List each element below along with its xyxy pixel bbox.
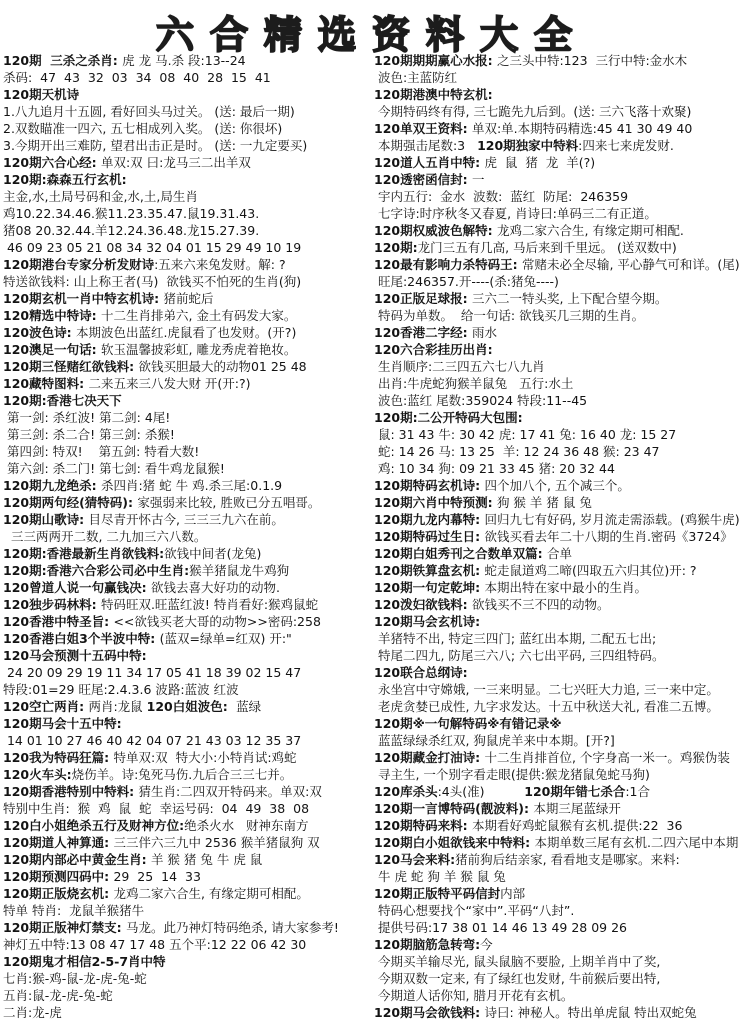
line-label: 120期特码过生日:: [374, 529, 485, 544]
line-text: 目尽青开怀古今, 三三三九六在前。: [88, 512, 284, 527]
text-line: [374, 749, 742, 766]
text-line: [3, 460, 373, 477]
text-line: [3, 766, 373, 783]
text-line: [374, 409, 742, 426]
line-text: 旺尾:246357.开----(杀:猪兔----): [374, 274, 559, 289]
text-line: [374, 69, 742, 86]
text-line: [374, 579, 742, 596]
line-text: 杀码: 47 43 32 03 34 08 40 28 15 41: [3, 70, 271, 85]
text-line: [374, 358, 742, 375]
line-label: 120空亡两肖:: [3, 699, 89, 714]
line-text: 本期波色出蓝红.虎鼠看了也发财。(开?): [75, 325, 297, 340]
text-line: [3, 715, 373, 732]
text-line: [3, 545, 373, 562]
line-label: 120我为特码狂篇:: [3, 750, 114, 765]
text-line: [374, 494, 742, 511]
text-line: [3, 477, 373, 494]
line-label: 120期特码玄机诗:: [374, 478, 485, 493]
text-line: [3, 1004, 373, 1021]
line-text: 46 09 23 05 21 08 34 32 04 01 15 29 49 10 19: [3, 240, 302, 255]
line-text: 本期三尾蓝绿开: [533, 801, 621, 816]
line-text: 欲钱买胆最大的动物01 25 48: [138, 359, 307, 374]
line-text: 内部: [500, 886, 526, 901]
line-text: 欲钱买看去年二十八期的生肖.密码《3724》: [484, 529, 733, 544]
text-line: [374, 154, 742, 171]
line-label: 120期独家中特料: [477, 138, 579, 153]
line-text: 鼠: 31 43 牛: 30 42 虎: 17 41 兔: 16 40 龙: 15 27: [374, 427, 677, 442]
line-text: 三三伴六三九中 2536 猴羊猪鼠狗 双: [113, 835, 320, 850]
line-label: 120六合彩挂历出肖:: [374, 342, 493, 357]
line-text: 特码为单数。 给一句话: 欲钱买几三期的生肖。: [374, 308, 645, 323]
line-text: 五肖:鼠-龙-虎-兔-蛇: [3, 988, 113, 1003]
line-text: 提供号码:17 38 01 14 46 13 49 28 09 26: [374, 920, 628, 935]
text-line: [3, 358, 373, 375]
text-line: [3, 69, 373, 86]
line-text: 马龙。此乃神灯特码绝杀, 请大家参考!: [125, 920, 339, 935]
line-text: 14 01 10 27 46 40 42 04 07 21 43 03 12 35 37: [3, 733, 302, 748]
text-line: [374, 341, 742, 358]
text-line: [374, 137, 742, 154]
line-text: 3.今期开出三难防, 望君出击正是时。 (送: 一九定要买): [3, 138, 308, 153]
line-label: 120期藏金打油诗:: [374, 750, 485, 765]
line-label: 120期权威波色解特:: [374, 223, 497, 238]
line-label: 120期一句定乾坤:: [374, 580, 485, 595]
line-label: 120独步码林料:: [3, 597, 101, 612]
line-text: 二来五来三八发大财 开(开:?): [88, 376, 251, 391]
text-line: [374, 885, 742, 902]
text-line: [374, 103, 742, 120]
line-text: 软玉温馨披彩虹, 雕龙秀虎着艳妆。: [100, 342, 297, 357]
line-label: 120期脑筋急转弯:: [374, 937, 481, 952]
line-label: 120期九龙绝杀:: [3, 478, 101, 493]
text-line: [374, 766, 742, 783]
text-line: [3, 511, 373, 528]
line-text: 猴羊猪鼠龙牛鸡狗: [189, 563, 290, 578]
text-line: [374, 86, 742, 103]
line-text: 虎 龙 马.杀 段:13--24: [122, 53, 246, 68]
text-line: [374, 783, 742, 800]
line-label: 120藏特图料:: [3, 376, 89, 391]
text-line: [374, 290, 742, 307]
line-label: 120马会预测十五码中特:: [3, 648, 147, 663]
text-line: [3, 579, 373, 596]
text-line: [3, 851, 373, 868]
line-text: 羊猪特不出, 特定三四门; 蓝红出本期, 二配五七出;: [374, 631, 657, 646]
line-label: 120单双王资料:: [374, 121, 472, 136]
line-label: 120期六肖中特预测:: [374, 495, 497, 510]
line-text: 今期特码终有得, 三七跪先九后到。(送: 三六飞落十欢聚): [374, 104, 692, 119]
line-label: 120期鬼才相信2-5-7肖中特: [3, 954, 166, 969]
text-line: [3, 205, 373, 222]
text-line: [3, 970, 373, 987]
line-text: (蓝双=绿单=红双) 开:": [159, 631, 292, 646]
line-text: 猜生肖:二四双开特码来。单双:双: [138, 784, 322, 799]
line-label: 120最有影响力杀特码王:: [374, 257, 522, 272]
text-line: [374, 1004, 742, 1021]
line-text: :4头(准): [437, 784, 525, 799]
line-label: 120期特码来料:: [374, 818, 472, 833]
line-label: 120期香港特别中特料:: [3, 784, 139, 799]
line-text: 蛇走鼠道鸡二啼(四取五六归其位)开: ?: [484, 563, 697, 578]
text-line: [3, 817, 373, 834]
line-text: 龙门三五有几高, 马后来到千里远。 (送双数中): [417, 240, 677, 255]
text-line: [3, 698, 373, 715]
line-text: 鸡: 10 34 狗: 09 21 33 45 猪: 20 32 44: [374, 461, 615, 476]
line-text: :五来六来兔发财。解: ?: [154, 257, 286, 272]
line-text: 雨水: [471, 325, 497, 340]
text-line: [374, 664, 742, 681]
line-label: 120期白姐秀刊之合数单双篇:: [374, 546, 547, 561]
line-text: 单双:双 曰:龙马三二出羊双: [100, 155, 251, 170]
text-line: [374, 851, 742, 868]
text-line: [374, 222, 742, 239]
line-text: 烧伤羊。诗:兔死马伤.九后合三三七并。: [71, 767, 293, 782]
line-label: 120期期期赢心水报:: [374, 53, 497, 68]
text-line: [374, 188, 742, 205]
text-line: [3, 868, 373, 885]
line-label: 120白姐波色:: [146, 699, 233, 714]
line-text: 虎 鼠 猪 龙 羊(?): [484, 155, 596, 170]
text-line: [374, 630, 742, 647]
text-line: [3, 341, 373, 358]
line-text: 二肖:龙-虎: [3, 1005, 62, 1020]
text-line: [3, 596, 373, 613]
text-line: [3, 222, 373, 239]
line-text: 永坐宫中守嫦娥, 一三来明显。二七兴旺大力追, 三一来中定。: [374, 682, 719, 697]
line-label: 120香港中特圣旨:: [3, 614, 114, 629]
line-label: 120期玄机一肖中特玄机诗:: [3, 291, 164, 306]
line-text: 杀四肖:猪 蛇 牛 鸡.杀三尾:0.1.9: [100, 478, 283, 493]
line-text: 蛇: 14 26 马: 13 25 羊: 12 24 36 48 猴: 23 47: [374, 444, 660, 459]
text-line: [3, 749, 373, 766]
line-text: 波色:主蓝防红: [374, 70, 458, 85]
line-label: 120期白小姐欲钱来中特料:: [374, 835, 535, 850]
text-line: [3, 188, 373, 205]
text-line: [3, 409, 373, 426]
line-text: 29 25 14 33: [113, 869, 201, 884]
line-text: 今期买羊输尽光, 鼠头鼠脑不要脸, 上期羊肖中了奖,: [374, 954, 661, 969]
text-line: [3, 86, 373, 103]
line-label: 120期铁算盘玄机:: [374, 563, 485, 578]
line-label: 120曾道人说一句赢钱决:: [3, 580, 151, 595]
text-line: [3, 426, 373, 443]
line-text: 特单双:双 特大小:小特肖试:鸡蛇: [113, 750, 297, 765]
line-text: 七肖:猴-鸡-鼠-龙-虎-兔-蛇: [3, 971, 147, 986]
line-text: 三六二一特头奖, 上下配合望今期。: [471, 291, 668, 306]
text-line: [374, 868, 742, 885]
line-text: 一: [471, 172, 485, 187]
text-line: [374, 800, 742, 817]
line-text: 诗曰: 神秘人。特出单虎鼠 特出双蛇兔: [484, 1005, 697, 1020]
text-line: [374, 256, 742, 273]
text-line: [374, 307, 742, 324]
text-line: [3, 800, 373, 817]
text-line: [3, 171, 373, 188]
line-text: 2.双数瞄准一四六, 五七相成列入奖。 (送: 你很坏): [3, 121, 283, 136]
text-line: [3, 273, 373, 290]
line-text: 24 20 09 29 19 11 34 17 05 41 18 39 02 15 47: [3, 665, 302, 680]
text-line: [3, 239, 373, 256]
text-line: [374, 596, 742, 613]
text-line: [3, 902, 373, 919]
text-line: [3, 324, 373, 341]
line-label: 120期三怪赌红欲钱料:: [3, 359, 139, 374]
line-label: 120期马会玄机诗:: [374, 614, 481, 629]
text-line: [3, 103, 373, 120]
line-text: 四个加八个, 五个减三个。: [484, 478, 630, 493]
text-line: [3, 885, 373, 902]
line-label: 120期:: [374, 240, 418, 255]
text-line: [374, 392, 742, 409]
line-label: 120期:二公开特码大包围:: [374, 410, 523, 425]
line-text: 今期道人话你知, 腊月开花有玄机。: [374, 988, 574, 1003]
text-line: [3, 375, 373, 392]
text-line: [374, 681, 742, 698]
line-label: 120期内部必中黄金生肖:: [3, 852, 151, 867]
line-text: 欲钱去喜大好功的动物.: [150, 580, 280, 595]
line-label: 120透密函信封:: [374, 172, 472, 187]
line-label: 120香港二字经:: [374, 325, 472, 340]
line-label: 120道人五肖中特:: [374, 155, 485, 170]
text-line: [374, 647, 742, 664]
text-line: [374, 953, 742, 970]
line-text: 猪08 20.32.44.羊12.24.36.48.龙15.27.39.: [3, 223, 260, 238]
line-text: 特单 特肖: 龙鼠羊猴猪牛: [3, 903, 145, 918]
text-line: [3, 919, 373, 936]
line-label: 120期马会十五中特:: [3, 716, 122, 731]
line-label: 120期九龙内幕特:: [374, 512, 485, 527]
text-line: [3, 936, 373, 953]
text-line: [374, 817, 742, 834]
text-line: [374, 715, 742, 732]
text-line: [3, 154, 373, 171]
line-text: 特别中生肖: 猴 鸡 鼠 蛇 幸运号码: 04 49 38 08: [3, 801, 310, 816]
text-line: [3, 647, 373, 664]
line-text: 第一剑: 杀红波! 第二剑: 4尾!: [3, 410, 171, 425]
line-text: 龙鸡二家六合生, 有缘定期可相配。: [113, 886, 309, 901]
line-text: 特码心想要找个“家中”.平码“八封”.: [374, 903, 575, 918]
text-line: [374, 732, 742, 749]
text-line: [374, 902, 742, 919]
line-label: 120库杀头: [374, 784, 438, 799]
line-text: 七字诗:时序秋冬又春夏, 肖诗曰:单码三二有正道。: [374, 206, 657, 221]
line-text: 十二生肖排首位, 个字身高一米一。鸡猴伪装: [484, 750, 730, 765]
line-text: 龙鸡二家六合生, 有缘定期可相配.: [496, 223, 684, 238]
line-label: 120精选中特诗:: [3, 308, 101, 323]
line-label: 120期两句经(猜特码):: [3, 495, 138, 510]
line-label: 120期港台专家分析发财诗: [3, 257, 155, 272]
line-label: 120期正版神灯禁支:: [3, 920, 126, 935]
line-label: 120期正版特平码信封: [374, 886, 501, 901]
text-line: [3, 120, 373, 137]
text-line: [3, 834, 373, 851]
line-text: 家强弱来比较, 胜败已分五唱哥。: [137, 495, 321, 510]
line-text: 蓝蓝绿绿杀红双, 狗鼠虎羊来中本期。[开?]: [374, 733, 615, 748]
text-line: [374, 528, 742, 545]
page-title: 六合精选资料大全: [155, 13, 588, 57]
line-text: 特段:01=29 旺尾:2.4.3.6 波路:蓝波 红波: [3, 682, 239, 697]
line-label: 120联合总纲诗:: [374, 665, 468, 680]
line-text: 单双:单.本期特码精选:45 41 30 49 40: [471, 121, 693, 136]
line-text: 鸡10.22.34.46.猴11.23.35.47.鼠19.31.43.: [3, 206, 260, 221]
line-label: 120期:香港七决天下: [3, 393, 122, 408]
text-line: [374, 120, 742, 137]
line-text: 蓝绿: [232, 699, 262, 714]
text-line: [374, 545, 742, 562]
line-label: 120期六合心经:: [3, 155, 101, 170]
line-text: 老虎贪婪已成性, 九字求发达。十五中秋送大礼, 看准二五博。: [374, 699, 719, 714]
text-line: [3, 528, 373, 545]
line-label: 120期预测四码中:: [3, 869, 114, 884]
line-text: 1.八九追月十五圆, 看好回头马过关。 (送: 最后一期): [3, 104, 295, 119]
text-line: [374, 613, 742, 630]
line-label: 120期年错七杀合: [524, 784, 626, 799]
line-label: 120期天机诗: [3, 87, 80, 102]
line-text: <<欲钱买老大哥的动物>>密码:258: [113, 614, 321, 629]
line-text: 本期出特在家中最小的生肖。: [484, 580, 647, 595]
text-line: [374, 375, 742, 392]
line-text: 常赌未必全尽输, 平心静气可和详。(尾): [521, 257, 740, 272]
line-label: 120香港白姐3个半波中特:: [3, 631, 160, 646]
line-text: 今期双数一定来, 有了绿红也发财, 牛前猴后要出特,: [374, 971, 661, 986]
line-text: 牛 虎 蛇 狗 羊 猴 鼠 兔: [374, 869, 506, 884]
text-line: [3, 137, 373, 154]
line-text: 第四剑: 特双! 第五剑: 特看大数!: [3, 444, 200, 459]
text-line: [3, 953, 373, 970]
line-text: 寻主生, 一个别字看走眼(提供:猴龙猪鼠兔蛇马狗): [374, 767, 650, 782]
line-label: 120马会来料:: [374, 852, 456, 867]
text-line: [3, 52, 373, 69]
line-text: 第三剑: 杀二合! 第三剑: 杀猴!: [3, 427, 175, 442]
line-label: 120期:香港六合彩公司必中生肖:: [3, 563, 190, 578]
line-text: 生肖顺序:二三四五六七八九肖: [374, 359, 545, 374]
text-line: [3, 494, 373, 511]
text-line: [374, 562, 742, 579]
line-text: 三三两两开二数, 二九加三六八数。: [3, 529, 207, 544]
line-text: 猪前狗后结亲家, 看看地支是哪家。来料:: [455, 852, 680, 867]
line-text: 本期看好鸡蛇鼠猴有玄机.提供:22 36: [471, 818, 683, 833]
text-line: [374, 239, 742, 256]
line-text: 主金,水,土局号码和金,水,土,局生肖: [3, 189, 198, 204]
line-text: 狗 猴 羊 猪 鼠 兔: [496, 495, 592, 510]
line-text: 绝杀火水 财神东南方: [184, 818, 309, 833]
line-text: 出肖:牛虎蛇狗猴羊鼠兔 五行:水土: [374, 376, 574, 391]
line-label: 120正版足球报:: [374, 291, 472, 306]
line-text: 合单: [546, 546, 572, 561]
text-line: [374, 987, 742, 1004]
text-line: [374, 834, 742, 851]
text-line: [3, 562, 373, 579]
text-line: [3, 392, 373, 409]
line-label: 120期港澳中特玄机:: [374, 87, 493, 102]
line-label: 120期 三杀之杀肖:: [3, 53, 123, 68]
text-line: [374, 511, 742, 528]
line-text: 羊 猴 猪 兔 牛 虎 鼠: [150, 852, 263, 867]
line-text: 之三头中特:123 三行中特:金水木: [496, 53, 688, 68]
right-column: [374, 52, 742, 1021]
line-text: 本期单数三尾有玄机.二四六尾中本期: [534, 835, 739, 850]
left-column: [3, 52, 373, 1021]
line-text: :四来七来虎发财.: [578, 138, 674, 153]
line-text: 欲钱买不三不四的动物。: [471, 597, 610, 612]
text-line: [374, 698, 742, 715]
line-label: 120期山歌诗:: [3, 512, 89, 527]
line-text: 回归九七有好码, 岁月流走需添载。(鸡猴牛虎): [484, 512, 740, 527]
line-text: :1合: [625, 784, 651, 799]
text-line: [3, 613, 373, 630]
text-line: [374, 919, 742, 936]
text-line: [374, 477, 742, 494]
line-label: 120泼妇欲钱料:: [374, 597, 472, 612]
line-text: 本期强击尾数:3: [374, 138, 478, 153]
line-text: 特尾二四九, 防尾三六八; 六七出平码, 三四组特码。: [374, 648, 665, 663]
line-text: 两肖:龙鼠: [88, 699, 147, 714]
text-line: [374, 273, 742, 290]
text-line: [3, 307, 373, 324]
text-line: [374, 460, 742, 477]
line-label: 120白小姐绝杀五行及财神方位:: [3, 818, 185, 833]
text-line: [3, 256, 373, 273]
text-line: [374, 171, 742, 188]
line-text: 第六剑: 杀二门! 第七剑: 看牛鸡龙鼠猴!: [3, 461, 225, 476]
text-line: [3, 630, 373, 647]
text-line: [3, 987, 373, 1004]
line-text: 猪前蛇后: [163, 291, 214, 306]
line-label: 120火车头:: [3, 767, 72, 782]
line-label: 120期:香港最新生肖欲钱料:: [3, 546, 165, 561]
text-line: [3, 783, 373, 800]
text-line: [3, 681, 373, 698]
line-text: 今: [480, 937, 493, 952]
text-line: [374, 426, 742, 443]
line-label: 120期一言博特码(靓波料):: [374, 801, 534, 816]
text-line: [374, 52, 742, 69]
text-line: [374, 443, 742, 460]
text-line: [3, 443, 373, 460]
text-line: [3, 664, 373, 681]
text-line: [374, 205, 742, 222]
line-label: 120期道人神算通:: [3, 835, 114, 850]
line-label: 120期正版烧玄机:: [3, 886, 114, 901]
line-text: 特送欲钱料: 山上称王者(马) 欲钱买不怕死的生肖(狗): [3, 274, 302, 289]
text-line: [3, 732, 373, 749]
line-label: 120期:森森五行玄机:: [3, 172, 127, 187]
line-text: 十二生肖排弟六, 金土有码发大家。: [100, 308, 297, 323]
line-label: 120澳足一句话:: [3, 342, 101, 357]
line-text: 特码旺双.旺蓝红波! 特肖看好:猴鸡鼠蛇: [100, 597, 319, 612]
text-line: [3, 290, 373, 307]
line-label: 120期马会欲钱料:: [374, 1005, 485, 1020]
line-label: 120期※一句解特码※有错记录※: [374, 716, 562, 731]
text-line: [374, 970, 742, 987]
text-line: [374, 936, 742, 953]
line-text: 欲钱中间者(龙兔): [164, 546, 262, 561]
line-label: 120波色诗:: [3, 325, 76, 340]
text-line: [374, 324, 742, 341]
line-text: 宇内五行: 金水 波数: 蓝红 防尾: 246359: [374, 189, 629, 204]
line-text: 神灯五中特:13 08 47 17 48 五个平:12 22 06 42 30: [3, 937, 307, 952]
line-text: 波色:蓝红 尾数:359024 特段:11--45: [374, 393, 588, 408]
